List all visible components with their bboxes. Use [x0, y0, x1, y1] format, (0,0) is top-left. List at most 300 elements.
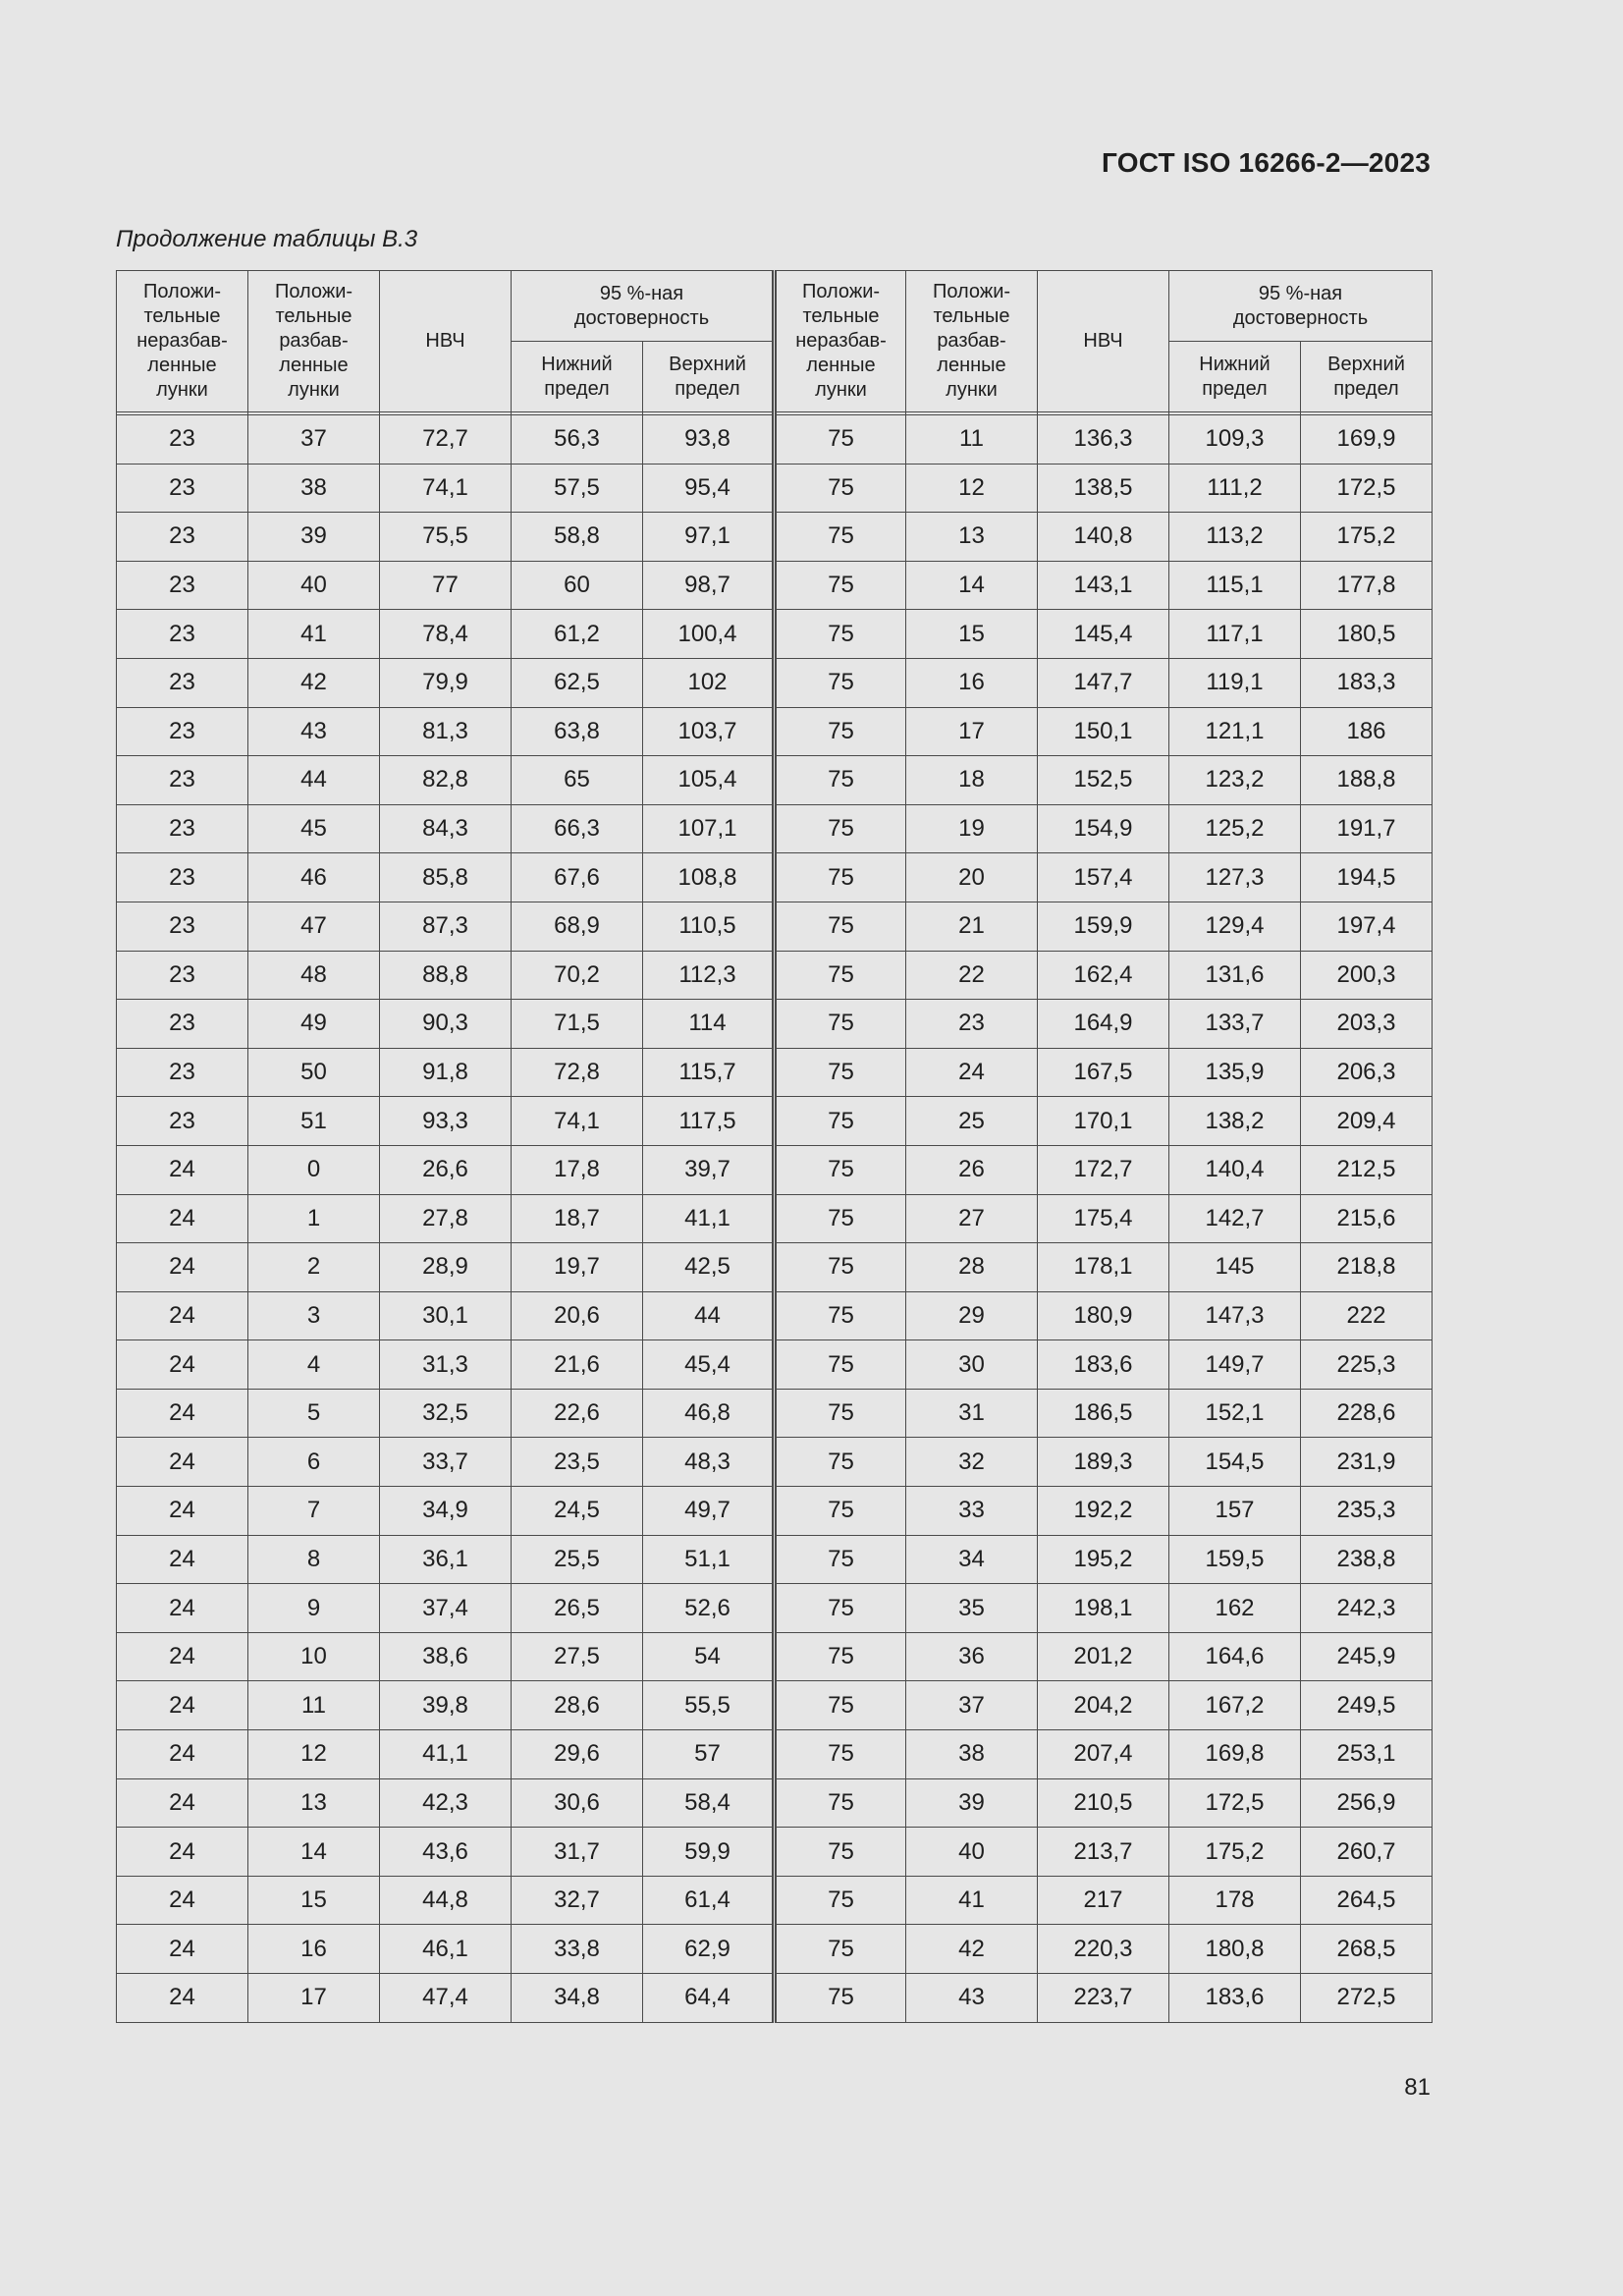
table-cell: 42,5	[643, 1243, 775, 1292]
table-body	[117, 415, 1433, 2023]
table-cell: 16	[906, 658, 1038, 707]
table-cell: 177,8	[1301, 561, 1433, 610]
table-cell: 6	[248, 1438, 380, 1487]
table-cell: 75	[775, 1778, 906, 1828]
table-cell: 245,9	[1301, 1632, 1433, 1681]
table-row	[117, 1974, 1433, 2023]
table-cell: 34,9	[380, 1487, 512, 1536]
table-cell: 167,2	[1169, 1681, 1301, 1730]
table-cell: 75,5	[380, 513, 512, 562]
table-cell: 180,5	[1301, 610, 1433, 659]
table-cell: 27,5	[512, 1632, 643, 1681]
table-cell: 18,7	[512, 1194, 643, 1243]
table-cell: 41,1	[380, 1730, 512, 1779]
table-cell: 75	[775, 1048, 906, 1097]
table-cell: 98,7	[643, 561, 775, 610]
header-upper: Верхний предел	[643, 342, 775, 412]
table-cell: 61,2	[512, 610, 643, 659]
table-cell: 66,3	[512, 804, 643, 853]
table-cell: 11	[248, 1681, 380, 1730]
table-cell: 162	[1169, 1584, 1301, 1633]
table-cell: 24	[117, 1632, 248, 1681]
table-cell: 39,7	[643, 1145, 775, 1194]
table-cell: 24	[117, 1584, 248, 1633]
table-cell: 212,5	[1301, 1145, 1433, 1194]
table-cell: 105,4	[643, 756, 775, 805]
table-cell: 23	[117, 951, 248, 1000]
table-cell: 133,7	[1169, 1000, 1301, 1049]
header-pos-diluted-2: Положи- тельные разбав- ленные лунки	[906, 271, 1038, 412]
table-cell: 41	[248, 610, 380, 659]
table-cell: 260,7	[1301, 1828, 1433, 1877]
mpn-table	[116, 270, 1433, 2023]
table-cell: 24	[117, 1535, 248, 1584]
table-cell: 71,5	[512, 1000, 643, 1049]
table-cell: 75	[775, 1145, 906, 1194]
table-cell: 23	[117, 853, 248, 902]
table-cell: 152,5	[1038, 756, 1169, 805]
table-cell: 169,9	[1301, 415, 1433, 465]
table-row	[117, 1389, 1433, 1438]
table-cell: 97,1	[643, 513, 775, 562]
table-cell: 30,6	[512, 1778, 643, 1828]
table-cell: 108,8	[643, 853, 775, 902]
table-row	[117, 1876, 1433, 1925]
table-cell: 91,8	[380, 1048, 512, 1097]
table-cell: 235,3	[1301, 1487, 1433, 1536]
table-cell: 77	[380, 561, 512, 610]
page-number: 81	[1404, 2074, 1431, 2101]
table-cell: 93,3	[380, 1097, 512, 1146]
table-cell: 75	[775, 1925, 906, 1974]
table-cell: 21	[906, 902, 1038, 951]
table-cell: 88,8	[380, 951, 512, 1000]
table-row	[117, 1340, 1433, 1390]
table-cell: 23	[117, 464, 248, 513]
table-cell: 90,3	[380, 1000, 512, 1049]
table-row	[117, 1097, 1433, 1146]
table-cell: 142,7	[1169, 1194, 1301, 1243]
table-row	[117, 1681, 1433, 1730]
table-cell: 23	[117, 902, 248, 951]
table-cell: 178	[1169, 1876, 1301, 1925]
table-cell: 145,4	[1038, 610, 1169, 659]
table-cell: 37	[906, 1681, 1038, 1730]
table-cell: 36	[906, 1632, 1038, 1681]
table-cell: 44	[248, 756, 380, 805]
table-cell: 45,4	[643, 1340, 775, 1390]
table-cell: 204,2	[1038, 1681, 1169, 1730]
table-cell: 115,1	[1169, 561, 1301, 610]
table-cell: 195,2	[1038, 1535, 1169, 1584]
table-cell: 61,4	[643, 1876, 775, 1925]
table-cell: 19	[906, 804, 1038, 853]
header-lower: Нижний предел	[512, 342, 643, 412]
table-cell: 23	[117, 756, 248, 805]
table-cell: 75	[775, 561, 906, 610]
table-cell: 180,9	[1038, 1291, 1169, 1340]
table-cell: 203,3	[1301, 1000, 1433, 1049]
table-cell: 12	[906, 464, 1038, 513]
table-cell: 39	[248, 513, 380, 562]
table-cell: 42	[248, 658, 380, 707]
table-cell: 217	[1038, 1876, 1169, 1925]
table-cell: 11	[906, 415, 1038, 465]
table-cell: 186,5	[1038, 1389, 1169, 1438]
header-pos-undiluted: Положи- тельные неразбав- ленные лунки	[117, 271, 248, 412]
table-cell: 39,8	[380, 1681, 512, 1730]
table-cell: 147,7	[1038, 658, 1169, 707]
table-cell: 37	[248, 415, 380, 465]
table-cell: 47,4	[380, 1974, 512, 2023]
table-cell: 23	[117, 513, 248, 562]
table-cell: 59,9	[643, 1828, 775, 1877]
table-cell: 24	[117, 1730, 248, 1779]
table-cell: 198,1	[1038, 1584, 1169, 1633]
table-cell: 200,3	[1301, 951, 1433, 1000]
table-cell: 38	[906, 1730, 1038, 1779]
table-cell: 175,4	[1038, 1194, 1169, 1243]
table-cell: 164,6	[1169, 1632, 1301, 1681]
table-cell: 22	[906, 951, 1038, 1000]
table-cell: 64,4	[643, 1974, 775, 2023]
table-cell: 24	[117, 1974, 248, 2023]
table-cell: 38	[248, 464, 380, 513]
table-cell: 23	[117, 1000, 248, 1049]
table-cell: 60	[512, 561, 643, 610]
table-cell: 129,4	[1169, 902, 1301, 951]
table-cell: 24	[117, 1828, 248, 1877]
table-cell: 75	[775, 658, 906, 707]
table-cell: 186	[1301, 707, 1433, 756]
table-cell: 172,7	[1038, 1145, 1169, 1194]
table-cell: 24	[117, 1340, 248, 1390]
table-row	[117, 464, 1433, 513]
table-cell: 218,8	[1301, 1243, 1433, 1292]
table-row	[117, 561, 1433, 610]
table-cell: 38,6	[380, 1632, 512, 1681]
table-cell: 10	[248, 1632, 380, 1681]
table-cell: 15	[248, 1876, 380, 1925]
table-cell: 23,5	[512, 1438, 643, 1487]
table-cell: 24	[117, 1681, 248, 1730]
table-cell: 39	[906, 1778, 1038, 1828]
table-cell: 18	[906, 756, 1038, 805]
table-cell: 140,4	[1169, 1145, 1301, 1194]
table-cell: 81,3	[380, 707, 512, 756]
table-cell: 54	[643, 1632, 775, 1681]
table-cell: 75	[775, 1974, 906, 2023]
table-cell: 26,5	[512, 1584, 643, 1633]
table-cell: 100,4	[643, 610, 775, 659]
table-row	[117, 853, 1433, 902]
table-cell: 23	[117, 415, 248, 465]
table-cell: 27	[906, 1194, 1038, 1243]
table-cell: 194,5	[1301, 853, 1433, 902]
table-cell: 75	[775, 1681, 906, 1730]
table-cell: 19,7	[512, 1243, 643, 1292]
table-cell: 31	[906, 1389, 1038, 1438]
table-cell: 56,3	[512, 415, 643, 465]
table-cell: 113,2	[1169, 513, 1301, 562]
table-cell: 238,8	[1301, 1535, 1433, 1584]
table-cell: 75	[775, 804, 906, 853]
table-cell: 23	[117, 1048, 248, 1097]
table-cell: 175,2	[1301, 513, 1433, 562]
table-cell: 23	[906, 1000, 1038, 1049]
table-cell: 57	[643, 1730, 775, 1779]
table-cell: 209,4	[1301, 1097, 1433, 1146]
table-cell: 37,4	[380, 1584, 512, 1633]
table-cell: 84,3	[380, 804, 512, 853]
table-row	[117, 610, 1433, 659]
table-cell: 192,2	[1038, 1487, 1169, 1536]
table-cell: 119,1	[1169, 658, 1301, 707]
table-cell: 41,1	[643, 1194, 775, 1243]
table-cell: 7	[248, 1487, 380, 1536]
table-row	[117, 415, 1433, 465]
table-cell: 107,1	[643, 804, 775, 853]
table-cell: 114	[643, 1000, 775, 1049]
table-cell: 36,1	[380, 1535, 512, 1584]
table-cell: 253,1	[1301, 1730, 1433, 1779]
table-cell: 264,5	[1301, 1876, 1433, 1925]
table-cell: 75	[775, 464, 906, 513]
table-cell: 79,9	[380, 658, 512, 707]
table-cell: 5	[248, 1389, 380, 1438]
table-cell: 65	[512, 756, 643, 805]
table-cell: 135,9	[1169, 1048, 1301, 1097]
table-cell: 110,5	[643, 902, 775, 951]
table-cell: 85,8	[380, 853, 512, 902]
header-pos-diluted: Положи- тельные разбав- ленные лунки	[248, 271, 380, 412]
table-cell: 28	[906, 1243, 1038, 1292]
table-cell: 8	[248, 1535, 380, 1584]
table-cell: 33	[906, 1487, 1038, 1536]
table-cell: 25	[906, 1097, 1038, 1146]
table-cell: 17	[248, 1974, 380, 2023]
table-cell: 51	[248, 1097, 380, 1146]
table-cell: 159,5	[1169, 1535, 1301, 1584]
table-cell: 121,1	[1169, 707, 1301, 756]
table-cell: 67,6	[512, 853, 643, 902]
table-cell: 42	[906, 1925, 1038, 1974]
table-cell: 24	[906, 1048, 1038, 1097]
table-cell: 197,4	[1301, 902, 1433, 951]
table-cell: 157,4	[1038, 853, 1169, 902]
table-cell: 183,6	[1169, 1974, 1301, 2023]
table-cell: 75	[775, 1291, 906, 1340]
table-cell: 46	[248, 853, 380, 902]
table-cell: 75	[775, 1487, 906, 1536]
table-cell: 25,5	[512, 1535, 643, 1584]
table-row	[117, 513, 1433, 562]
table-cell: 111,2	[1169, 464, 1301, 513]
table-cell: 75	[775, 1389, 906, 1438]
table-cell: 1	[248, 1194, 380, 1243]
header-mpn-2: НВЧ	[1038, 271, 1169, 412]
table-cell: 223,7	[1038, 1974, 1169, 2023]
table-row	[117, 1778, 1433, 1828]
table-cell: 45	[248, 804, 380, 853]
table-cell: 75	[775, 415, 906, 465]
table-row	[117, 707, 1433, 756]
table-cell: 22,6	[512, 1389, 643, 1438]
table-cell: 75	[775, 1194, 906, 1243]
table-cell: 228,6	[1301, 1389, 1433, 1438]
table-cell: 12	[248, 1730, 380, 1779]
table-cell: 93,8	[643, 415, 775, 465]
table-cell: 180,8	[1169, 1925, 1301, 1974]
table-cell: 47	[248, 902, 380, 951]
table-cell: 102	[643, 658, 775, 707]
table-cell: 63,8	[512, 707, 643, 756]
table-cell: 2	[248, 1243, 380, 1292]
table-row	[117, 951, 1433, 1000]
table-cell: 68,9	[512, 902, 643, 951]
table-cell: 256,9	[1301, 1778, 1433, 1828]
table-cell: 15	[906, 610, 1038, 659]
table-cell: 170,1	[1038, 1097, 1169, 1146]
table-row	[117, 1145, 1433, 1194]
header-upper-2: Верхний предел	[1301, 342, 1433, 412]
header-confidence: 95 %-ная достоверность	[512, 271, 775, 342]
table-cell: 162,4	[1038, 951, 1169, 1000]
table-cell: 225,3	[1301, 1340, 1433, 1390]
table-cell: 35	[906, 1584, 1038, 1633]
table-cell: 14	[248, 1828, 380, 1877]
table-row	[117, 1000, 1433, 1049]
table-cell: 183,6	[1038, 1340, 1169, 1390]
document-code: ГОСТ ISO 16266-2—2023	[1102, 147, 1431, 178]
table-cell: 34,8	[512, 1974, 643, 2023]
table-cell: 242,3	[1301, 1584, 1433, 1633]
table-cell: 74,1	[512, 1097, 643, 1146]
table-cell: 48	[248, 951, 380, 1000]
table-cell: 16	[248, 1925, 380, 1974]
table-cell: 29,6	[512, 1730, 643, 1779]
table-cell: 75	[775, 1000, 906, 1049]
table-cell: 20	[906, 853, 1038, 902]
table-cell: 95,4	[643, 464, 775, 513]
table-cell: 23	[117, 804, 248, 853]
table-row	[117, 658, 1433, 707]
table-cell: 49	[248, 1000, 380, 1049]
table-cell: 117,1	[1169, 610, 1301, 659]
table-cell: 220,3	[1038, 1925, 1169, 1974]
table-cell: 75	[775, 1243, 906, 1292]
table-row	[117, 1438, 1433, 1487]
table-cell: 189,3	[1038, 1438, 1169, 1487]
table-cell: 30,1	[380, 1291, 512, 1340]
table-cell: 4	[248, 1340, 380, 1390]
table-cell: 74,1	[380, 464, 512, 513]
table-cell: 231,9	[1301, 1438, 1433, 1487]
table-cell: 136,3	[1038, 415, 1169, 465]
table-cell: 272,5	[1301, 1974, 1433, 2023]
table-cell: 75	[775, 513, 906, 562]
table-cell: 207,4	[1038, 1730, 1169, 1779]
table-cell: 34	[906, 1535, 1038, 1584]
table-cell: 131,6	[1169, 951, 1301, 1000]
table-cell: 33,7	[380, 1438, 512, 1487]
table-cell: 143,1	[1038, 561, 1169, 610]
table-cell: 75	[775, 756, 906, 805]
table-cell: 206,3	[1301, 1048, 1433, 1097]
table-cell: 75	[775, 1438, 906, 1487]
table-cell: 24	[117, 1194, 248, 1243]
table-cell: 32,7	[512, 1876, 643, 1925]
table-row	[117, 1828, 1433, 1877]
table-cell: 23	[117, 561, 248, 610]
table-cell: 58,8	[512, 513, 643, 562]
table-cell: 75	[775, 1340, 906, 1390]
table-cell: 24,5	[512, 1487, 643, 1536]
table-cell: 24	[117, 1243, 248, 1292]
table-cell: 75	[775, 1632, 906, 1681]
table-cell: 117,5	[643, 1097, 775, 1146]
table-row	[117, 1730, 1433, 1779]
table-cell: 150,1	[1038, 707, 1169, 756]
table-cell: 72,7	[380, 415, 512, 465]
table-cell: 48,3	[643, 1438, 775, 1487]
table-row	[117, 1243, 1433, 1292]
table-cell: 23	[117, 610, 248, 659]
table-cell: 172,5	[1301, 464, 1433, 513]
table-cell: 125,2	[1169, 804, 1301, 853]
table-cell: 41	[906, 1876, 1038, 1925]
table-row	[117, 1194, 1433, 1243]
table-row	[117, 1535, 1433, 1584]
table-cell: 31,7	[512, 1828, 643, 1877]
table-cell: 109,3	[1169, 415, 1301, 465]
table-cell: 24	[117, 1876, 248, 1925]
table-cell: 31,3	[380, 1340, 512, 1390]
table-caption: Продолжение таблицы В.3	[116, 226, 418, 252]
table-cell: 27,8	[380, 1194, 512, 1243]
table-cell: 26,6	[380, 1145, 512, 1194]
table-cell: 154,9	[1038, 804, 1169, 853]
table-cell: 33,8	[512, 1925, 643, 1974]
table-cell: 24	[117, 1291, 248, 1340]
table-cell: 188,8	[1301, 756, 1433, 805]
table-cell: 62,9	[643, 1925, 775, 1974]
table-cell: 40	[906, 1828, 1038, 1877]
table-cell: 32,5	[380, 1389, 512, 1438]
table-cell: 172,5	[1169, 1778, 1301, 1828]
table-cell: 70,2	[512, 951, 643, 1000]
header-mpn: НВЧ	[380, 271, 512, 412]
table-cell: 30	[906, 1340, 1038, 1390]
table-cell: 24	[117, 1389, 248, 1438]
table-cell: 17,8	[512, 1145, 643, 1194]
table-cell: 44,8	[380, 1876, 512, 1925]
table-cell: 201,2	[1038, 1632, 1169, 1681]
table-cell: 210,5	[1038, 1778, 1169, 1828]
table-cell: 23	[117, 1097, 248, 1146]
table-cell: 24	[117, 1925, 248, 1974]
table-cell: 24	[117, 1438, 248, 1487]
table-cell: 49,7	[643, 1487, 775, 1536]
table-cell: 75	[775, 1730, 906, 1779]
table-cell: 75	[775, 610, 906, 659]
table-cell: 115,7	[643, 1048, 775, 1097]
table-cell: 140,8	[1038, 513, 1169, 562]
table-cell: 75	[775, 951, 906, 1000]
table-row	[117, 804, 1433, 853]
table-cell: 57,5	[512, 464, 643, 513]
table-cell: 20,6	[512, 1291, 643, 1340]
